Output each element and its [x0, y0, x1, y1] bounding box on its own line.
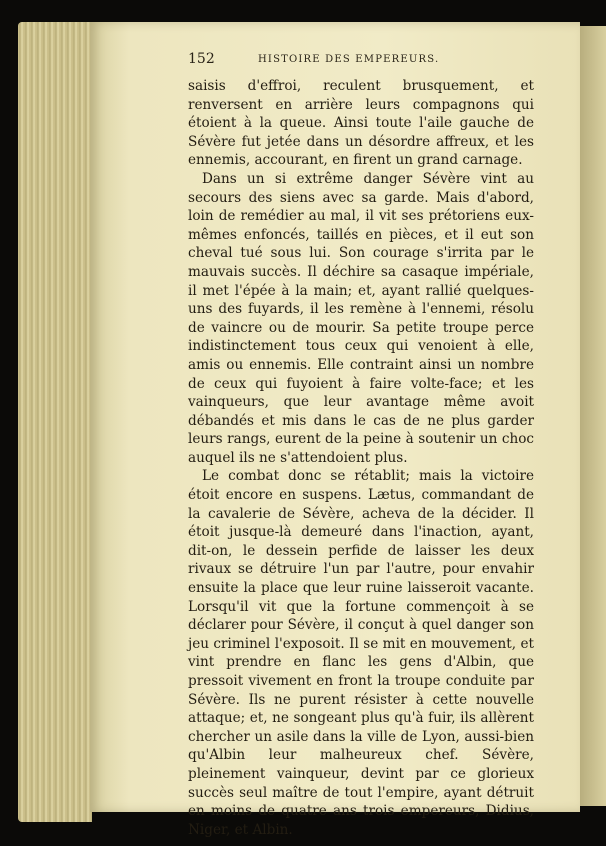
paragraph: Le combat donc se rétablit; mais la victoire étoit encore en suspens. Lætus, commandant de la cavalerie de Sévère, acheva de la décider. Il étoit jusque-là demeuré dans l'inaction, ayant, dit-on, le dessein perfide de laisser les deux rivaux se détruire l'un par l'autre, pour envahir ensuite la place que leur ruine laisseroit vacante. Lorsqu'il vit que la fortune commençoit à se déclarer pour Sévère, il conçut à quel danger son jeu criminel l'exposoit. Il se mit en mouvement, et vint prendre en flanc les gens d'Albin, que pressoit vivement en front la troupe conduite par Sévère. Ils ne purent résister à cette nouvelle attaque; et, ne songeant plus qu'à fuir, ils allèrent chercher un asile dans la ville de Lyon, aussi-bien qu'Albin leur malheureux chef. Sévère, pleinement vainqueur, devint par ce glorieux succès seul maître de tout l'empire, ayant détruit en moins de quatre ans trois empereurs, Didius, Niger, et Albin.	[188, 468, 534, 838]
page-number: 152	[188, 51, 215, 67]
paragraph: Dans un si extrême danger Sévère vint au secours des siens avec sa garde. Mais d'abord, loin de remédier au mal, il vit ses prétoriens eux-mêmes enfoncés, taillés en pièces, et il eut son cheval tué sous lui. Son courage s'irrita par le mauvais succès. Il déchire sa casaque impériale, il met l'épée à la main; et, ayant rallié quelques-uns des fuyards, il les remène à l'ennemi, résolu de vaincre ou de mourir. Sa petite troupe perce indistinctement tous ceux qui venoient à elle, amis ou ennemis. Elle contraint ainsi un nombre de ceux qui fuyoient à faire volte-face; et les vainqueurs, que leur avantage même avoit débandés et mis dans le cas de ne plus garder leurs rangs, eurent de la peine à soutenir un choc auquel ils ne s'attendoient plus.	[188, 170, 534, 466]
page-header	[188, 51, 546, 71]
running-title: HISTOIRE DES EMPEREURS.	[258, 54, 440, 65]
body-text	[188, 77, 534, 839]
paragraph: saisis d'effroi, reculent brusquement, et renversent en arrière leurs compagnons qui étoient à la queue. Ainsi toute l'aile gauche de Sévère fut jetée dans un désordre affreux, et les ennemis, accourant, en firent un grand carnage.	[188, 78, 534, 169]
facing-page-edge	[580, 26, 606, 806]
book-page-edges	[18, 22, 92, 822]
